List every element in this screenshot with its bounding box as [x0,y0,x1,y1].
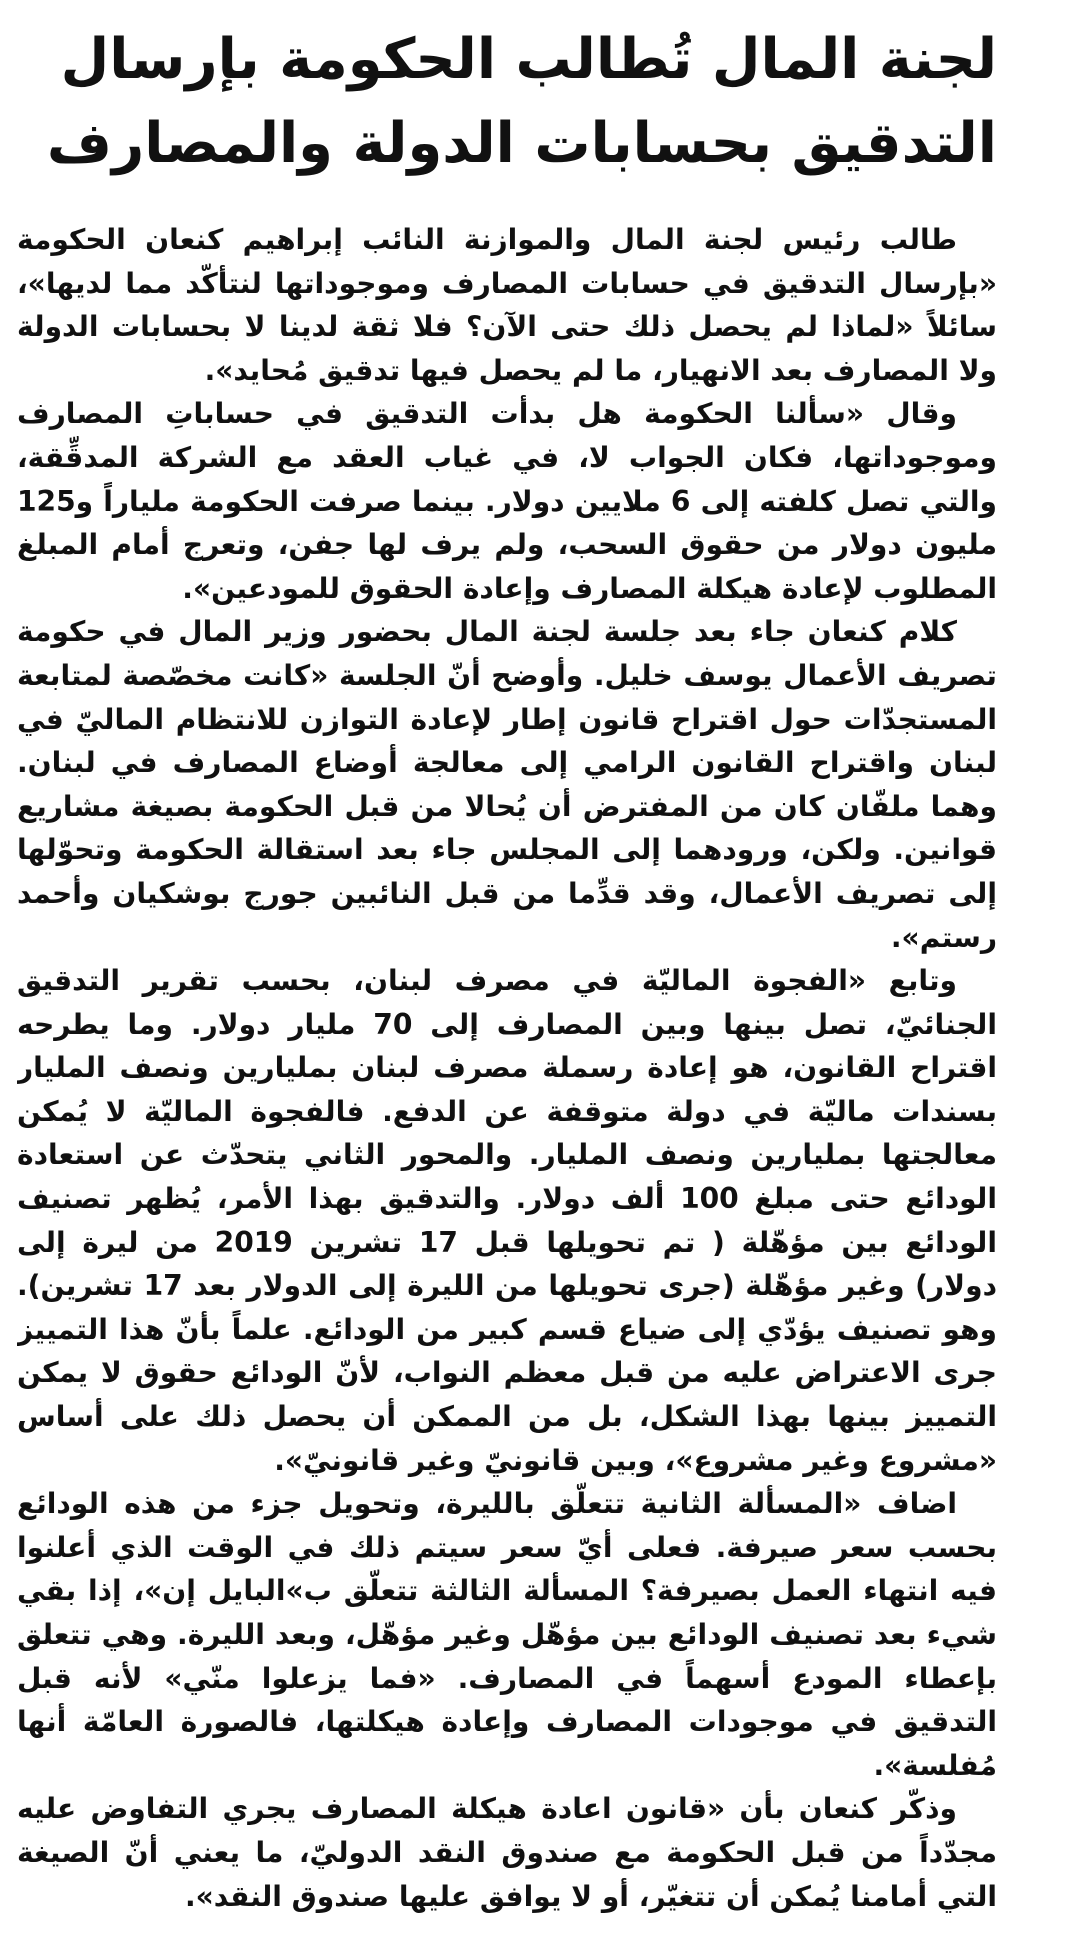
paragraph-1: طالب رئيس لجنة المال والموازنة النائب إبراهيم كنعان الحكومة «بإرسال التدقيق في حسابات المصارف وموجوداتها لنتأكّد مما لديها»، سائلاً «لماذا لم يحصل ذلك حتى الآن؟ فلا ثقة لدينا لا بحسابات الدولة ولا المصارف بعد الانهيار، ما لم يحصل فيها تدقيق مُحايد». [17,223,997,387]
paragraph-5: اضاف «المسألة الثانية تتعلّق بالليرة، وتحويل جزء من هذه الودائع بحسب سعر صيرفة. فعلى أيّ سعر سيتم ذلك في الوقت الذي أعلنوا فيه انتهاء العمل بصيرفة؟ المسألة الثالثة تتعلّق ب»البايل إن»، إذا بقي شيء بعد تصنيف الودائع بين مؤهّل وغير مؤهّل، وبعد الليرة. وهي تتعلق بإعطاء المودع أسهماً في المصارف. «فما يزعلوا منّي» لأنه قبل التدقيق في موجودات المصارف وإعادة هيكلتها، فالصورة العامّة أنها مُفلسة». [17,1487,997,1782]
headline-line-2: التدقيق بحسابات الدولة والمصارف [46,111,997,176]
article-body [17,218,997,1918]
paragraph-4: وتابع «الفجوة الماليّة في مصرف لبنان، بحسب تقرير التدقيق الجنائيّ، تصل بينها وبين المصارف إلى 70 مليار دولار. وما يطرحه اقتراح القانون، هو إعادة رسملة مصرف لبنان بمليارين ونصف المليار بسندات ماليّة في دولة متوقفة عن الدفع. فالفجوة الماليّة لا يُمكن معالجتها بمليارين ونصف المليار. والمحور الثاني يتحدّث عن استعادة الودائع حتى مبلغ 100 ألف دولار. والتدقيق بهذا الأمر، يُظهر تصنيف الودائع بين مؤهّلة ( تم تحويلها قبل 17 تشرين 2019 من ليرة إلى دولار) وغير مؤهّلة (جرى تحويلها من الليرة إلى الدولار بعد 17 تشرين). وهو تصنيف يؤدّي إلى ضياع قسم كبير من الودائع. علماً بأنّ هذا التمييز جرى الاعتراض عليه من قبل معظم النواب، لأنّ الودائع حقوق لا يمكن التمييز بينها بهذا الشكل، بل من الممكن أن يحصل ذلك على أساس «مشروع وغير مشروع»، وبين قانونيّ وغير قانونيّ». [17,964,997,1477]
paragraph-3: كلام كنعان جاء بعد جلسة لجنة المال بحضور وزير المال في حكومة تصريف الأعمال يوسف خليل. وأوضح أنّ الجلسة «كانت مخصّصة لمتابعة المستجدّات حول اقتراح قانون إطار لإعادة التوازن للانتظام الماليّ في لبنان واقتراح القانون الرامي إلى معالجة أوضاع المصارف في لبنان. وهما ملفّان كان من المفترض أن يُحالا من قبل الحكومة بصيغة مشاريع قوانين. ولكن، ورودهما إلى المجلس جاء بعد استقالة الحكومة وتحوّلها إلى تصريف الأعمال، وقد قدِّما من قبل النائبين جورج بوشكيان وأحمد رستم». [17,615,997,954]
headline-line-1: لجنة المال تُطالب الحكومة بإرسال [60,27,997,92]
paragraph-2: وقال «سألنا الحكومة هل بدأت التدقيق في حساباتِ المصارف وموجوداتها، فكان الجواب لا، في غياب العقد مع الشركة المدقِّقة، والتي تصل كلفته إلى 6 ملايين دولار. بينما صرفت الحكومة ملياراً و125 مليون دولار من حقوق السحب، ولم يرف لها جفن، وتعرج أمام المبلغ المطلوب لإعادة هيكلة المصارف وإعادة الحقوق للمودعين». [17,397,997,605]
paragraph-6: وذكّر كنعان بأن «قانون اعادة هيكلة المصارف يجري التفاوض عليه مجدّداً من قبل الحكومة مع صندوق النقد الدوليّ، ما يعني أنّ الصيغة التي أمامنا يُمكن أن تتغيّر، أو لا يوافق عليها صندوق النقد». [17,1792,997,1913]
article-headline [17,18,997,196]
news-article [17,18,997,1928]
